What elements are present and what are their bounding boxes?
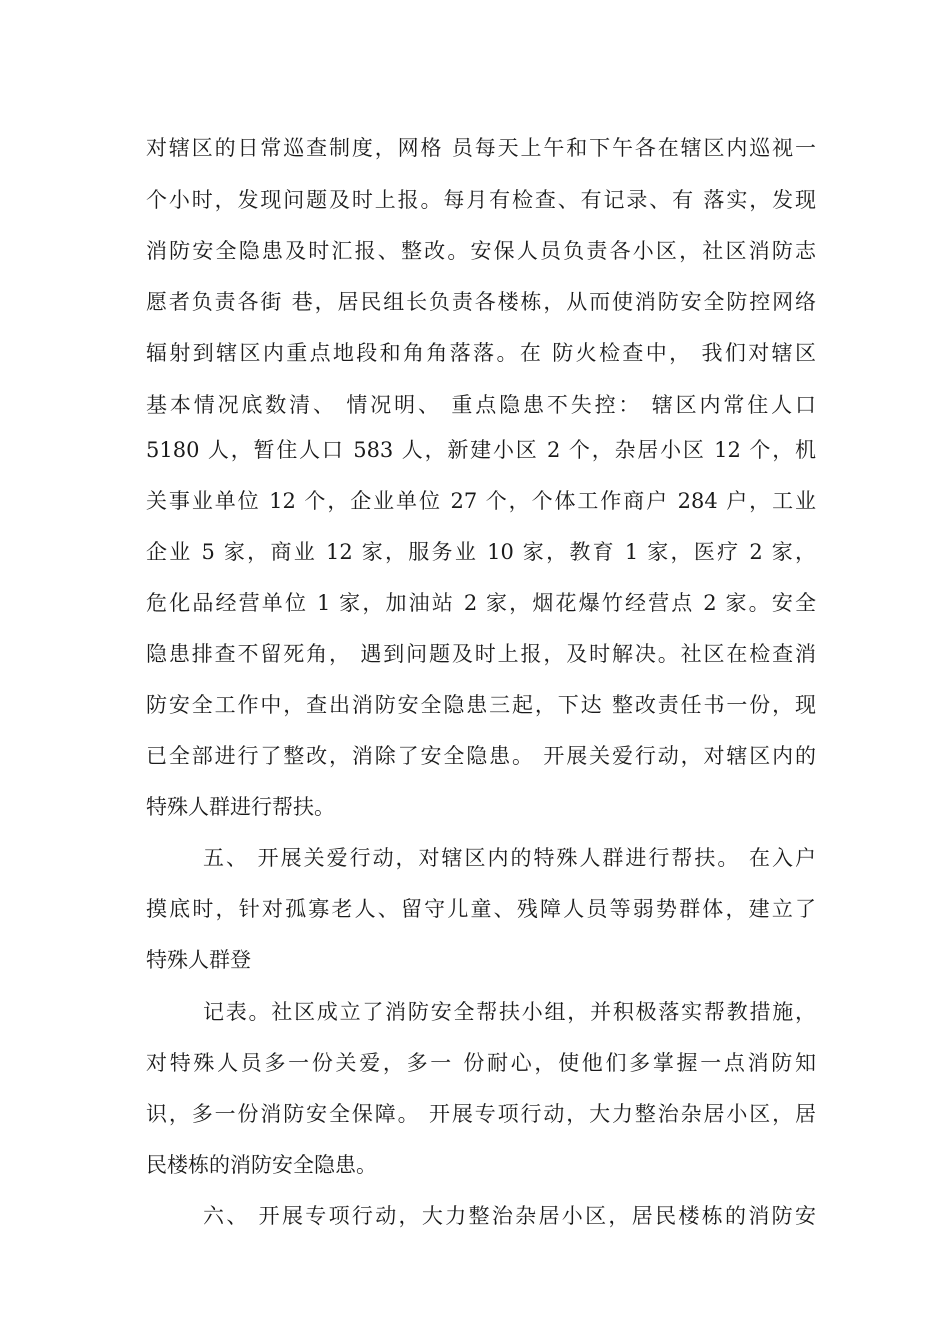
body-text-line: 消防安全隐患及时汇报、整改。安保人员负责各小区，社区消防志 xyxy=(146,239,816,263)
body-text-line: 辐射到辖区内重点地段和角角落落。在 防火检查中， 我们对辖区 xyxy=(146,341,816,365)
body-text-line: 愿者负责各街 巷，居民组长负责各楼栋，从而使消防安全防控网络 xyxy=(146,290,816,314)
body-text-line: 已全部进行了整改，消除了安全隐患。 开展关爱行动，对辖区内的 xyxy=(146,744,816,768)
body-text-line: 特殊人群进行帮扶。 xyxy=(146,795,335,819)
body-text-line: 关事业单位 12 个，企业单位 27 个，个体工作商户 284 户，工业 xyxy=(146,489,816,513)
body-text-line: 记表。社区成立了消防安全帮扶小组，并积极落实帮教措施， xyxy=(203,1000,816,1024)
body-text-line: 识，多一份消防安全保障。 开展专项行动，大力整治杂居小区，居 xyxy=(146,1102,816,1126)
section-heading-line: 五、 开展关爱行动，对辖区内的特殊人群进行帮扶。 在入户 xyxy=(203,846,816,870)
body-text-line: 特殊人群登 xyxy=(146,948,251,972)
body-text-line: 隐患排查不留死角， 遇到问题及时上报，及时解决。社区在检查消 xyxy=(146,642,816,666)
body-text-line: 企业 5 家，商业 12 家，服务业 10 家，教育 1 家，医疗 2 家， xyxy=(146,540,816,564)
body-text-line: 基本情况底数清、 情况明、 重点隐患不失控： 辖区内常住人口 xyxy=(146,393,816,417)
body-text-line: 摸底时，针对孤寡老人、留守儿童、残障人员等弱势群体，建立了 xyxy=(146,897,816,921)
body-text-line: 对辖区的日常巡查制度，网格 员每天上午和下午各在辖区内巡视一 xyxy=(146,136,816,160)
body-text-line: 危化品经营单位 1 家，加油站 2 家，烟花爆竹经营点 2 家。安全 xyxy=(146,591,816,615)
body-text-line: 防安全工作中，查出消防安全隐患三起，下达 整改责任书一份，现 xyxy=(146,693,816,717)
body-text-line: 个小时，发现问题及时上报。每月有检查、有记录、有 落实，发现 xyxy=(146,188,816,212)
body-text-line: 民楼栋的消防安全隐患。 xyxy=(146,1153,377,1177)
body-text-line: 5180 人，暂住人口 583 人，新建小区 2 个，杂居小区 12 个，机 xyxy=(146,438,816,462)
section-heading-line: 六、 开展专项行动，大力整治杂居小区，居民楼栋的消防安 xyxy=(203,1204,816,1228)
body-text-line: 对特殊人员多一份关爱，多一 份耐心，使他们多掌握一点消防知 xyxy=(146,1051,816,1075)
